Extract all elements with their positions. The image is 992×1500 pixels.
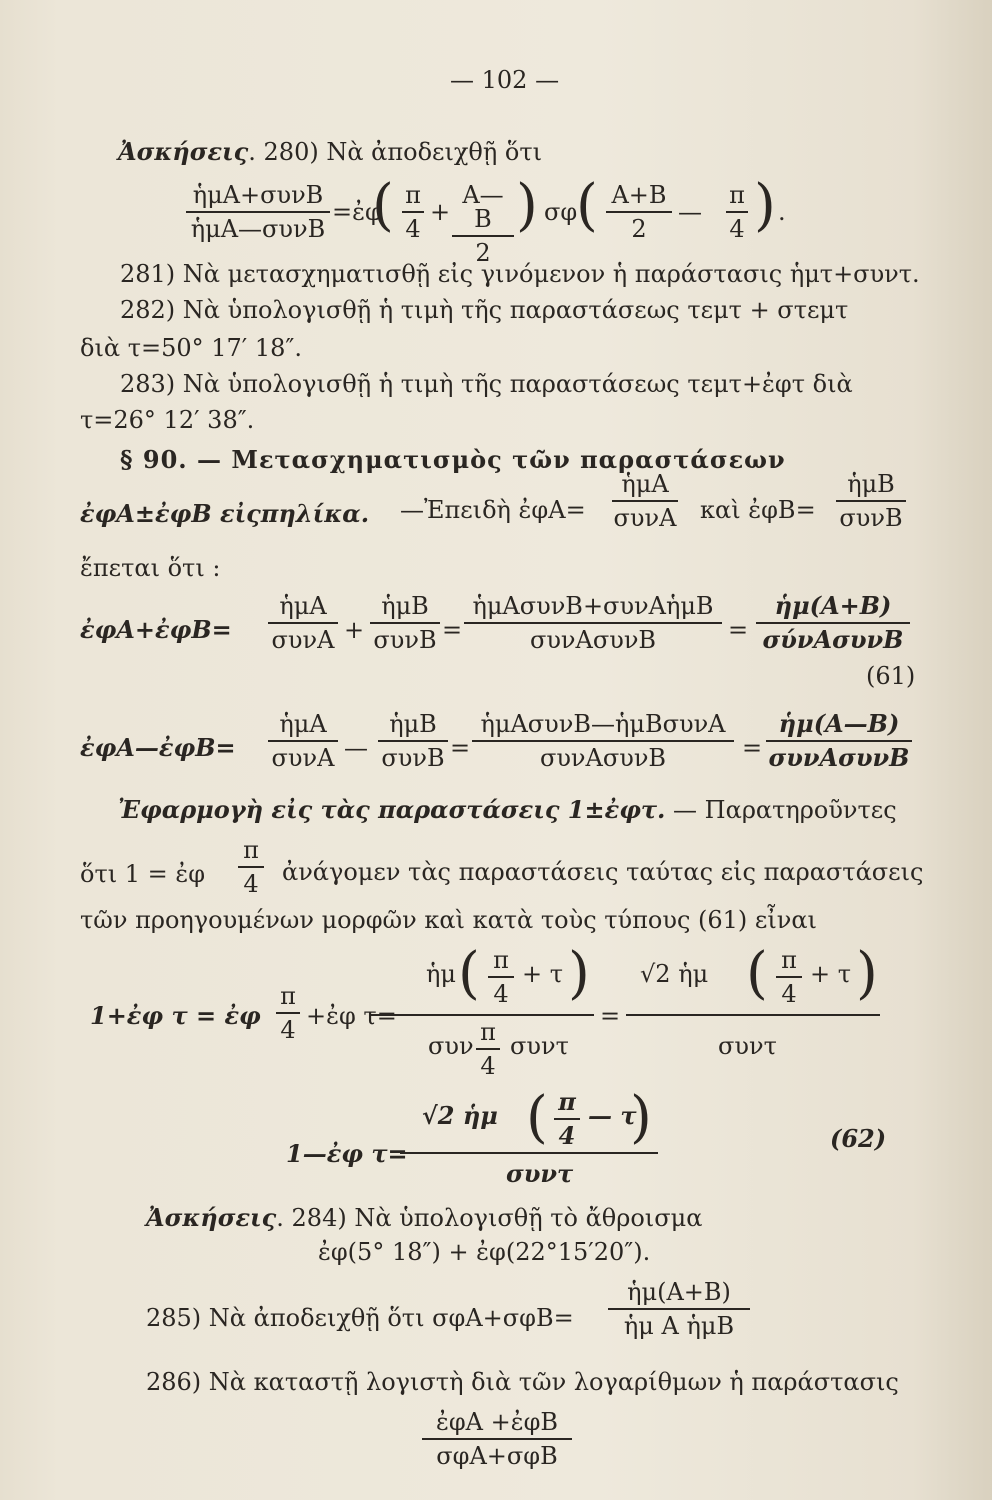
eq62-number: (62) — [830, 1124, 887, 1153]
eq280-f4: π 4 — [726, 183, 748, 241]
exercise-285: 285) Νὰ ἀποδειχθῇ ὅτι σφA+σφB= — [146, 1304, 574, 1332]
eq61-frac-b: ἡμB συνB — [370, 594, 440, 652]
eq62a-bar-1 — [370, 1014, 594, 1016]
application-title: Ἐφαρμογὴ εἰς τὰς παραστάσεις 1±ἐφτ. — [118, 795, 666, 824]
since-text: —Ἐπειδὴ ἐφA= — [400, 496, 586, 524]
eq280-numerator: ἡμA+συνB — [192, 181, 324, 209]
application-line-3: τῶν προηγουμένων μορφῶν καὶ κατὰ τοὺς τύπους (61) εἶναι — [80, 906, 817, 934]
exercise-284-line1: Ἀσκήσεις. 284) Νὰ ὑπολογισθῇ τὸ ἄθροισμα — [146, 1203, 703, 1232]
eq280-frac-main — [186, 183, 330, 241]
eq280-denominator: ἡμA—συνB — [190, 215, 326, 243]
exercise-282-line1: 282) Νὰ ὑπολογισθῇ ἡ τιμὴ τῆς παραστάσεως τεμτ + στεμτ — [120, 296, 849, 324]
eq280-minus: — — [678, 198, 702, 226]
eq61-lhs: ἐφA+ἐφB= — [80, 615, 232, 644]
application-rest: — Παρατηροῦντες — [673, 796, 897, 824]
eq62b-lhs: 1—ἐφ τ= — [286, 1139, 408, 1168]
eq61-frac-a: ἡμA συνA — [268, 594, 338, 652]
exercise-280-text: 280) Νὰ ἀποδειχθῇ ὅτι — [263, 138, 543, 166]
eq61-number: (61) — [866, 662, 916, 690]
eq280-f2: A—B 2 — [452, 183, 514, 265]
exercise-283-line2: τ=26° 12′ 38″. — [80, 406, 255, 434]
eq61b-lhs: ἐφA—ἐφB= — [80, 733, 236, 762]
application-line-2b: ἀνάγομεν τὰς παραστάσεις ταύτας εἰς παραστάσεις — [282, 858, 924, 886]
exercise-283-line1: 283) Νὰ ὑπολογισθῇ ἡ τιμὴ τῆς παραστάσεως τεμτ+ἐφτ διὰ — [120, 370, 853, 398]
since-frac-2: ἡμB συνB — [836, 472, 906, 530]
application-line — [118, 795, 897, 824]
exercise-286: 286) Νὰ καταστῇ λογιστὴ διὰ τῶν λογαρίθμων ἡ παράστασις — [146, 1368, 899, 1396]
eq280-sf: σφ — [544, 198, 578, 226]
book-page: — 102 — Ἀσκήσεις. 280) Νὰ ἀποδειχθῇ ὅτι ἡμA+συνB ἡμA—συνB =ἐφ ( π 4 + A—B 2 ) σφ ( A+B 2 — π 4 ) . 281) Νὰ μετασχηματισθῇ εἰς γινόμενον ἡ παράστασις ἡμτ+συντ. 282) Νὰ ὑπολογισθῇ ἡ τιμὴ τῆς παραστάσεως τεμτ + στεμτ διὰ τ=50° 17′ 18″. 283) Νὰ ὑπολογισθῇ ἡ τιμὴ τῆς παραστάσεως τεμτ+ἐφτ διὰ τ=26° 12′ 38″. § 90. — Μετασχηματισμὸς τῶν παραστάσεων ἐφA±ἐφB εἰςπηλίκα. —Ἐπειδὴ ἐφA= ἡμA συνA καὶ ἐφB= ἡμB συνB ἔπεται ὅτι : ἐφA+ἐφB= ἡμA συνA + ἡμB συνB = ἡμAσυνB+συνAἡμB συνAσυνB = ἡμ(A+B) σύνAσυνB (61) ἐφA—ἐφB= ἡμA συνA — ἡμB συνB = ἡμAσυνB—ἡμBσυνA συνAσυνB = ἡμ(A—B) συνAσυνB Ἐφαρμογὴ εἰς τὰς παραστάσεις 1±ἐφτ. — Παρατηροῦντες ὅτι 1 = ἐφ π 4 ἀνάγομεν τὰς παραστάσεις ταύτας εἰς παραστάσεις τῶν προηγουμένων μορφῶν καὶ κατὰ τοὺς τύπους (61) εἶναι 1+ἐφ τ = ἐφ π 4 +ἐφ τ= ἡμ ( π 4 + τ ) συν π 4 συντ = √2 ἡμ ( π 4 + τ ) συντ 1—ἐφ τ= √2 ἡμ ( π 4 — τ ) συντ (62) Ἀσκήσεις. 284) Νὰ ὑπολογισθῇ τὸ ἄθροισμα ἐφ(5° 18″) + ἐφ(22°15′20″). 285) Νὰ ἀποδειχθῇ ὅτι σφA+σφB= ἡμ(A+B) ἡμ A ἡμB 286) Νὰ καταστῇ λογιστὴ διὰ τῶν λογαρίθμων ἡ παράστασις ἐφA +ἐφB σφA+σφB — [0, 0, 992, 1500]
exercise-284-line2: ἐφ(5° 18″) + ἐφ(22°15′20″). — [318, 1238, 651, 1266]
section-90-subheading: ἐφA±ἐφB εἰςπηλίκα. — [80, 499, 370, 528]
exercise-285-frac: ἡμ(A+B) ἡμ A ἡμB — [608, 1280, 750, 1338]
exercise-286-frac: ἐφA +ἐφB σφA+σφB — [422, 1410, 572, 1468]
since-frac-1: ἡμA συνA — [613, 470, 677, 532]
eq62b-bar — [400, 1152, 658, 1154]
eq62a-bar-2 — [626, 1014, 880, 1016]
exercises-heading: Ἀσκήσεις — [118, 137, 249, 166]
follows-text: ἔπεται ὅτι : — [80, 554, 221, 582]
exercise-281: 281) Νὰ μετασχηματισθῇ εἰς γινόμενον ἡ παράστασις ἡμτ+συντ. — [120, 260, 920, 288]
eq280-f1: π 4 — [402, 183, 424, 241]
eq61b-frac-b: ἡμB συνB — [378, 712, 448, 770]
application-line-2a: ὅτι 1 = ἐφ — [80, 860, 206, 888]
eq280-f3: A+B 2 — [606, 183, 672, 241]
eq280-plus: + — [430, 198, 451, 226]
eq61b-frac-a: ἡμA συνA — [268, 712, 338, 770]
section-90-heading: § 90. — Μετασχηματισμὸς τῶν παραστάσεων — [120, 445, 786, 474]
eq61b-frac-d: ἡμ(A—B) συνAσυνB — [766, 712, 912, 770]
exercise-280: Ἀσκήσεις. 280) Νὰ ἀποδειχθῇ ὅτι — [118, 137, 543, 166]
eq280-eq: =ἐφ — [332, 198, 382, 226]
and-text: καὶ ἐφB= — [700, 496, 816, 524]
eq61-frac-d: ἡμ(A+B) σύνAσυνB — [756, 594, 910, 652]
exercise-282-line2: διὰ τ=50° 17′ 18″. — [80, 334, 302, 362]
page-number: — 102 — — [450, 66, 560, 94]
eq61b-frac-c: ἡμAσυνB—ἡμBσυνA συνAσυνB — [472, 712, 734, 770]
eq61-frac-c: ἡμAσυνB+συνAἡμB συνAσυνB — [464, 594, 722, 652]
eq62a-lhs: 1+ἐφ τ = ἐφ — [90, 1001, 261, 1030]
application-frac: π 4 — [238, 838, 264, 896]
